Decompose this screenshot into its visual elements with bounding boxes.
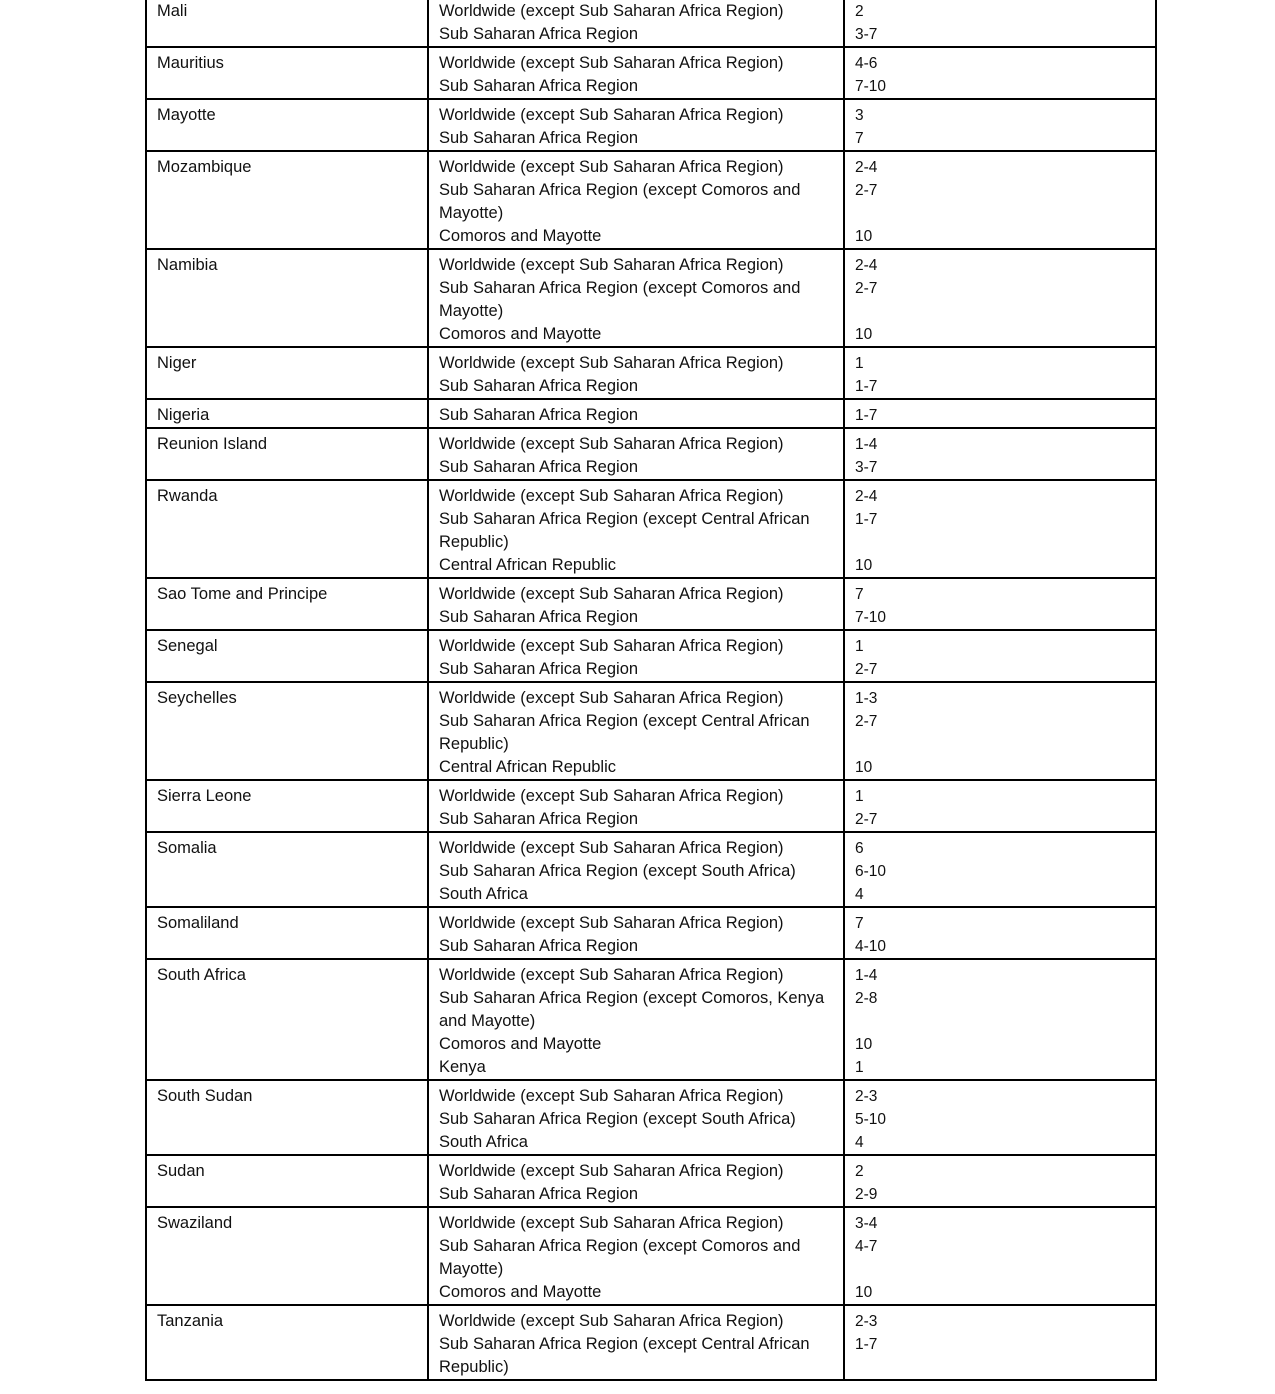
table-row bbox=[146, 1207, 1156, 1305]
value-line bbox=[855, 1258, 1147, 1281]
table-row bbox=[146, 347, 1156, 399]
value-line: 2-8 bbox=[855, 990, 878, 1007]
value-line: 4 bbox=[855, 1134, 864, 1151]
region-line: Sub Saharan Africa Region bbox=[439, 377, 639, 395]
region-line: Worldwide (except Sub Saharan Africa Region) bbox=[439, 1214, 784, 1232]
region-cell bbox=[428, 47, 844, 99]
country-cell bbox=[146, 907, 428, 959]
value-line: 2-7 bbox=[855, 713, 878, 730]
region-line: Worldwide (except Sub Saharan Africa Region) bbox=[439, 106, 784, 124]
country-cell bbox=[146, 1155, 428, 1207]
region-cell bbox=[428, 0, 844, 47]
region-line: Central African Republic bbox=[439, 556, 617, 574]
value-line: 1-4 bbox=[855, 436, 878, 453]
value-line: 2 bbox=[855, 3, 864, 20]
table-row bbox=[146, 578, 1156, 630]
value-line: 4 bbox=[855, 886, 864, 903]
region-line: Worldwide (except Sub Saharan Africa Region) bbox=[439, 487, 784, 505]
region-cell bbox=[428, 347, 844, 399]
country-cell bbox=[146, 428, 428, 480]
value-cell bbox=[844, 1080, 1156, 1155]
value-line: 2-9 bbox=[855, 1186, 878, 1203]
table-row bbox=[146, 399, 1156, 428]
region-cell bbox=[428, 151, 844, 249]
value-cell bbox=[844, 907, 1156, 959]
region-cell bbox=[428, 959, 844, 1080]
region-line: Sub Saharan Africa Region (except South Africa) bbox=[439, 1110, 796, 1128]
country-name: Namibia bbox=[157, 256, 218, 274]
value-cell bbox=[844, 832, 1156, 907]
value-cell bbox=[844, 1305, 1156, 1380]
region-cell bbox=[428, 99, 844, 151]
value-line: 2-3 bbox=[855, 1313, 878, 1330]
region-line: Worldwide (except Sub Saharan Africa Region) bbox=[439, 158, 784, 176]
value-line: 1 bbox=[855, 638, 864, 655]
value-line: 4-6 bbox=[855, 55, 878, 72]
region-cell bbox=[428, 832, 844, 907]
region-line: Comoros and Mayotte bbox=[439, 1283, 602, 1301]
value-line: 1-7 bbox=[855, 1336, 878, 1353]
region-line: Sub Saharan Africa Region (except South Africa) bbox=[439, 862, 796, 880]
table-body bbox=[146, 0, 1156, 1380]
region-line: Worldwide (except Sub Saharan Africa Region) bbox=[439, 966, 784, 984]
table-row bbox=[146, 780, 1156, 832]
country-cell bbox=[146, 480, 428, 578]
country-name: Mayotte bbox=[157, 106, 216, 124]
country-cell bbox=[146, 151, 428, 249]
region-line: Worldwide (except Sub Saharan Africa Region) bbox=[439, 637, 784, 655]
table-row bbox=[146, 99, 1156, 151]
country-cell bbox=[146, 99, 428, 151]
country-name: Sierra Leone bbox=[157, 787, 252, 805]
table-row bbox=[146, 47, 1156, 99]
table-row bbox=[146, 480, 1156, 578]
region-cell bbox=[428, 1155, 844, 1207]
value-cell bbox=[844, 47, 1156, 99]
country-name: Somalia bbox=[157, 839, 217, 857]
region-line: Worldwide (except Sub Saharan Africa Region) bbox=[439, 435, 784, 453]
value-line: 4-7 bbox=[855, 1238, 878, 1255]
country-name: Sudan bbox=[157, 1162, 205, 1180]
country-name: Niger bbox=[157, 354, 197, 372]
region-cell bbox=[428, 630, 844, 682]
region-line: Comoros and Mayotte bbox=[439, 1035, 602, 1053]
region-line: Sub Saharan Africa Region bbox=[439, 458, 639, 476]
value-line: 2-7 bbox=[855, 811, 878, 828]
value-line: 1-7 bbox=[855, 511, 878, 528]
region-line: Worldwide (except Sub Saharan Africa Region) bbox=[439, 1162, 784, 1180]
region-cell bbox=[428, 1080, 844, 1155]
region-cell bbox=[428, 578, 844, 630]
table-row bbox=[146, 249, 1156, 347]
value-line bbox=[855, 202, 1147, 225]
region-line: Sub Saharan Africa Region bbox=[439, 937, 639, 955]
value-line: 2-4 bbox=[855, 257, 878, 274]
region-line: Worldwide (except Sub Saharan Africa Region) bbox=[439, 585, 784, 603]
region-line: Worldwide (except Sub Saharan Africa Region) bbox=[439, 914, 784, 932]
region-line: Sub Saharan Africa Region (except Comoros and Mayotte) bbox=[439, 279, 805, 320]
country-name: Sao Tome and Principe bbox=[157, 585, 328, 603]
value-line: 1-7 bbox=[855, 407, 878, 424]
value-line: 2-4 bbox=[855, 488, 878, 505]
value-line: 1 bbox=[855, 1059, 864, 1076]
region-line: Worldwide (except Sub Saharan Africa Region) bbox=[439, 787, 784, 805]
country-name: South Sudan bbox=[157, 1087, 253, 1105]
country-name: Senegal bbox=[157, 637, 218, 655]
value-line: 7-10 bbox=[855, 78, 887, 95]
country-cell bbox=[146, 399, 428, 428]
value-line: 2-7 bbox=[855, 661, 878, 678]
country-region-table bbox=[145, 0, 1157, 1381]
value-line: 1-7 bbox=[855, 378, 878, 395]
value-cell bbox=[844, 0, 1156, 47]
value-line: 1-4 bbox=[855, 967, 878, 984]
region-line: Worldwide (except Sub Saharan Africa Region) bbox=[439, 1087, 784, 1105]
value-line: 10 bbox=[855, 759, 873, 776]
region-line: Central African Republic bbox=[439, 758, 617, 776]
value-line: 10 bbox=[855, 557, 873, 574]
country-name: Mauritius bbox=[157, 54, 224, 72]
region-line: Sub Saharan Africa Region bbox=[439, 406, 639, 424]
value-cell bbox=[844, 682, 1156, 780]
value-line: 10 bbox=[855, 326, 873, 343]
value-cell bbox=[844, 780, 1156, 832]
country-cell bbox=[146, 1305, 428, 1380]
region-line: South Africa bbox=[439, 885, 528, 903]
value-line: 7 bbox=[855, 586, 864, 603]
table-row bbox=[146, 151, 1156, 249]
country-cell bbox=[146, 47, 428, 99]
region-line: Sub Saharan Africa Region bbox=[439, 1185, 639, 1203]
table-row bbox=[146, 1080, 1156, 1155]
country-name: Nigeria bbox=[157, 406, 210, 424]
value-cell bbox=[844, 959, 1156, 1080]
region-line: Sub Saharan Africa Region (except Central African Republic) bbox=[439, 712, 815, 753]
value-line: 10 bbox=[855, 1284, 873, 1301]
region-cell bbox=[428, 907, 844, 959]
country-cell bbox=[146, 578, 428, 630]
value-line: 2-3 bbox=[855, 1088, 878, 1105]
region-line: Sub Saharan Africa Region bbox=[439, 77, 639, 95]
country-name: Rwanda bbox=[157, 487, 218, 505]
region-line: Kenya bbox=[439, 1058, 486, 1076]
country-name: Reunion Island bbox=[157, 435, 268, 453]
table-row bbox=[146, 1305, 1156, 1380]
country-name: Mozambique bbox=[157, 158, 252, 176]
region-line: Sub Saharan Africa Region (except Central African Republic) bbox=[439, 1335, 815, 1376]
country-name: Mali bbox=[157, 2, 188, 20]
country-cell bbox=[146, 959, 428, 1080]
value-cell bbox=[844, 399, 1156, 428]
table-row bbox=[146, 1155, 1156, 1207]
region-line: Sub Saharan Africa Region bbox=[439, 810, 639, 828]
table-row bbox=[146, 907, 1156, 959]
value-cell bbox=[844, 1207, 1156, 1305]
value-cell bbox=[844, 480, 1156, 578]
value-line: 2-7 bbox=[855, 182, 878, 199]
value-cell bbox=[844, 578, 1156, 630]
region-line: Sub Saharan Africa Region (except Comoros and Mayotte) bbox=[439, 181, 805, 222]
value-line: 6 bbox=[855, 840, 864, 857]
region-cell bbox=[428, 682, 844, 780]
value-line: 2-7 bbox=[855, 280, 878, 297]
value-line: 2-4 bbox=[855, 159, 878, 176]
country-cell bbox=[146, 0, 428, 47]
country-name: Seychelles bbox=[157, 689, 237, 707]
region-line: Worldwide (except Sub Saharan Africa Region) bbox=[439, 1312, 784, 1330]
country-cell bbox=[146, 249, 428, 347]
value-cell bbox=[844, 428, 1156, 480]
table-row bbox=[146, 832, 1156, 907]
value-line: 7-10 bbox=[855, 609, 887, 626]
region-line: South Africa bbox=[439, 1133, 528, 1151]
value-line: 1-3 bbox=[855, 690, 878, 707]
region-line: Worldwide (except Sub Saharan Africa Region) bbox=[439, 2, 784, 20]
value-line: 1 bbox=[855, 355, 864, 372]
value-line: 10 bbox=[855, 1036, 873, 1053]
region-line: Worldwide (except Sub Saharan Africa Region) bbox=[439, 256, 784, 274]
table-row bbox=[146, 682, 1156, 780]
region-line: Sub Saharan Africa Region (except Central African Republic) bbox=[439, 510, 815, 551]
value-line: 3-7 bbox=[855, 26, 878, 43]
table-row bbox=[146, 630, 1156, 682]
table-row bbox=[146, 0, 1156, 47]
country-cell bbox=[146, 347, 428, 399]
value-line bbox=[855, 300, 1147, 323]
country-cell bbox=[146, 832, 428, 907]
region-line: Sub Saharan Africa Region bbox=[439, 129, 639, 147]
country-name: Somaliland bbox=[157, 914, 239, 932]
table-row bbox=[146, 428, 1156, 480]
value-line: 3 bbox=[855, 107, 864, 124]
value-line: 6-10 bbox=[855, 863, 887, 880]
country-cell bbox=[146, 1080, 428, 1155]
region-line: Sub Saharan Africa Region bbox=[439, 660, 639, 678]
region-line: Worldwide (except Sub Saharan Africa Region) bbox=[439, 354, 784, 372]
value-line: 1 bbox=[855, 788, 864, 805]
value-line: 7 bbox=[855, 130, 864, 147]
value-line: 4-10 bbox=[855, 938, 887, 955]
country-cell bbox=[146, 780, 428, 832]
region-line: Sub Saharan Africa Region bbox=[439, 25, 639, 43]
value-line: 2 bbox=[855, 1163, 864, 1180]
region-cell bbox=[428, 399, 844, 428]
value-cell bbox=[844, 249, 1156, 347]
country-cell bbox=[146, 630, 428, 682]
region-cell bbox=[428, 249, 844, 347]
region-line: Comoros and Mayotte bbox=[439, 325, 602, 343]
country-name: Tanzania bbox=[157, 1312, 224, 1330]
value-line: 3-4 bbox=[855, 1215, 878, 1232]
region-cell bbox=[428, 780, 844, 832]
value-cell bbox=[844, 630, 1156, 682]
value-line: 7 bbox=[855, 915, 864, 932]
region-line: Worldwide (except Sub Saharan Africa Region) bbox=[439, 839, 784, 857]
country-name: Swaziland bbox=[157, 1214, 233, 1232]
region-line: Sub Saharan Africa Region (except Comoros, Kenya and Mayotte) bbox=[439, 989, 829, 1030]
value-line: 10 bbox=[855, 228, 873, 245]
region-cell bbox=[428, 1305, 844, 1380]
region-line: Worldwide (except Sub Saharan Africa Region) bbox=[439, 54, 784, 72]
value-line bbox=[855, 1010, 1147, 1033]
region-cell bbox=[428, 428, 844, 480]
region-line: Sub Saharan Africa Region bbox=[439, 608, 639, 626]
country-name: South Africa bbox=[157, 966, 246, 984]
value-cell bbox=[844, 99, 1156, 151]
value-cell bbox=[844, 347, 1156, 399]
region-line: Sub Saharan Africa Region (except Comoros and Mayotte) bbox=[439, 1237, 805, 1278]
value-line: 5-10 bbox=[855, 1111, 887, 1128]
value-cell bbox=[844, 151, 1156, 249]
region-cell bbox=[428, 1207, 844, 1305]
table-row bbox=[146, 959, 1156, 1080]
value-line bbox=[855, 531, 1147, 554]
country-cell bbox=[146, 682, 428, 780]
region-line: Comoros and Mayotte bbox=[439, 227, 602, 245]
value-line: 3-7 bbox=[855, 459, 878, 476]
region-line: Worldwide (except Sub Saharan Africa Region) bbox=[439, 689, 784, 707]
value-line bbox=[855, 733, 1147, 756]
value-cell bbox=[844, 1155, 1156, 1207]
region-cell bbox=[428, 480, 844, 578]
country-cell bbox=[146, 1207, 428, 1305]
